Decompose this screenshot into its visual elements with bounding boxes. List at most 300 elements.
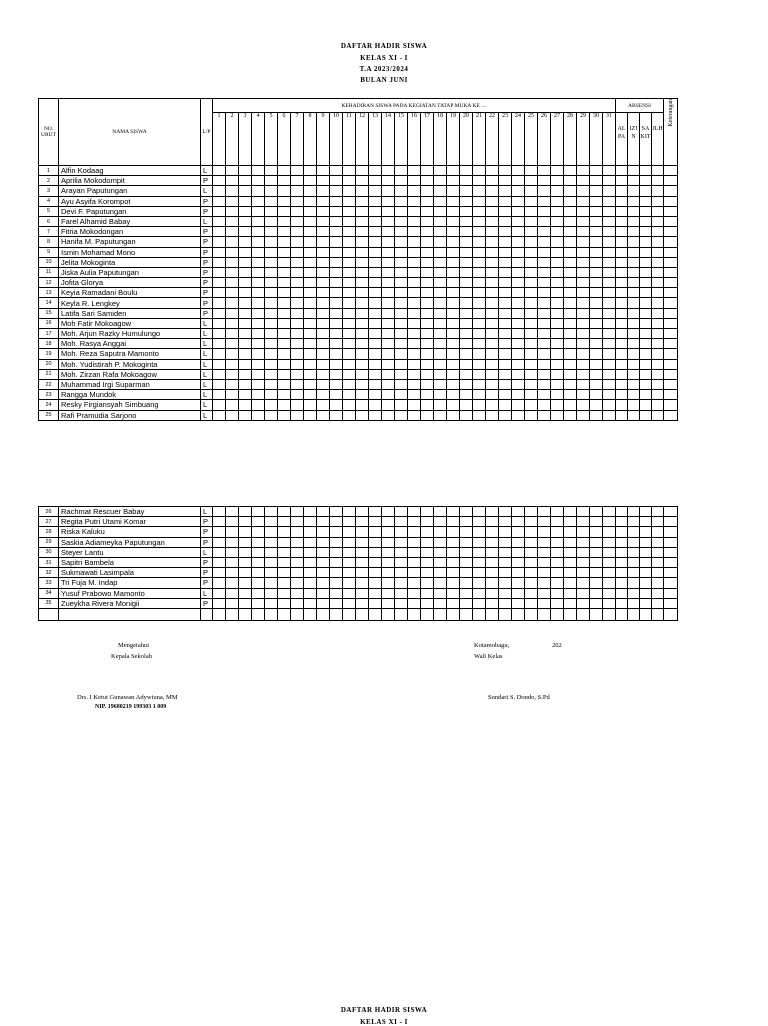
- attendance-cell[interactable]: [447, 568, 460, 578]
- attendance-cell[interactable]: [226, 537, 239, 547]
- attendance-cell[interactable]: [382, 318, 395, 328]
- attendance-cell[interactable]: [265, 298, 278, 308]
- attendance-cell[interactable]: [525, 410, 538, 420]
- attendance-cell[interactable]: [434, 410, 447, 420]
- attendance-cell[interactable]: [330, 547, 343, 557]
- absensi-cell[interactable]: [616, 318, 628, 328]
- attendance-cell[interactable]: [460, 308, 473, 318]
- attendance-cell[interactable]: [538, 247, 551, 257]
- attendance-cell[interactable]: [525, 247, 538, 257]
- attendance-cell[interactable]: [421, 298, 434, 308]
- absensi-cell[interactable]: [640, 247, 652, 257]
- absensi-cell[interactable]: [664, 517, 678, 527]
- attendance-cell[interactable]: [252, 517, 265, 527]
- attendance-cell[interactable]: [239, 237, 252, 247]
- attendance-cell[interactable]: [226, 390, 239, 400]
- attendance-cell[interactable]: [343, 237, 356, 247]
- attendance-cell[interactable]: [538, 216, 551, 226]
- attendance-cell[interactable]: [304, 176, 317, 186]
- absensi-cell[interactable]: [640, 257, 652, 267]
- attendance-cell[interactable]: [460, 369, 473, 379]
- absensi-cell[interactable]: [616, 547, 628, 557]
- attendance-cell[interactable]: [226, 369, 239, 379]
- attendance-cell[interactable]: [460, 410, 473, 420]
- attendance-cell[interactable]: [226, 507, 239, 517]
- attendance-cell[interactable]: [460, 349, 473, 359]
- attendance-cell[interactable]: [603, 517, 616, 527]
- attendance-cell[interactable]: [317, 557, 330, 567]
- attendance-cell[interactable]: [343, 288, 356, 298]
- attendance-cell[interactable]: [421, 379, 434, 389]
- attendance-cell[interactable]: [434, 227, 447, 237]
- attendance-cell[interactable]: [486, 186, 499, 196]
- attendance-cell[interactable]: [408, 298, 421, 308]
- attendance-cell[interactable]: [304, 278, 317, 288]
- attendance-cell[interactable]: [369, 410, 382, 420]
- attendance-cell[interactable]: [278, 507, 291, 517]
- attendance-cell[interactable]: [278, 257, 291, 267]
- attendance-cell[interactable]: [239, 557, 252, 567]
- attendance-cell[interactable]: [265, 369, 278, 379]
- attendance-cell[interactable]: [317, 608, 330, 620]
- attendance-cell[interactable]: [460, 298, 473, 308]
- attendance-cell[interactable]: [473, 410, 486, 420]
- attendance-cell[interactable]: [408, 608, 421, 620]
- attendance-cell[interactable]: [265, 176, 278, 186]
- absensi-cell[interactable]: [616, 267, 628, 277]
- absensi-cell[interactable]: [652, 257, 664, 267]
- attendance-cell[interactable]: [577, 196, 590, 206]
- attendance-cell[interactable]: [239, 359, 252, 369]
- attendance-cell[interactable]: [317, 298, 330, 308]
- attendance-cell[interactable]: [291, 206, 304, 216]
- attendance-cell[interactable]: [369, 216, 382, 226]
- attendance-cell[interactable]: [265, 568, 278, 578]
- absensi-cell[interactable]: [664, 390, 678, 400]
- attendance-cell[interactable]: [538, 608, 551, 620]
- attendance-cell[interactable]: [460, 578, 473, 588]
- attendance-cell[interactable]: [434, 166, 447, 176]
- attendance-cell[interactable]: [395, 578, 408, 588]
- attendance-cell[interactable]: [226, 227, 239, 237]
- attendance-cell[interactable]: [278, 527, 291, 537]
- attendance-cell[interactable]: [278, 278, 291, 288]
- attendance-cell[interactable]: [525, 186, 538, 196]
- attendance-cell[interactable]: [551, 186, 564, 196]
- attendance-cell[interactable]: [577, 507, 590, 517]
- attendance-cell[interactable]: [317, 369, 330, 379]
- attendance-cell[interactable]: [278, 517, 291, 527]
- attendance-cell[interactable]: [512, 390, 525, 400]
- attendance-cell[interactable]: [265, 537, 278, 547]
- attendance-cell[interactable]: [551, 537, 564, 547]
- attendance-cell[interactable]: [538, 206, 551, 216]
- attendance-cell[interactable]: [213, 359, 226, 369]
- attendance-cell[interactable]: [577, 517, 590, 527]
- attendance-cell[interactable]: [317, 390, 330, 400]
- attendance-cell[interactable]: [512, 547, 525, 557]
- attendance-cell[interactable]: [356, 267, 369, 277]
- attendance-cell[interactable]: [577, 339, 590, 349]
- attendance-cell[interactable]: [538, 547, 551, 557]
- attendance-cell[interactable]: [473, 339, 486, 349]
- attendance-cell[interactable]: [369, 227, 382, 237]
- attendance-cell[interactable]: [395, 537, 408, 547]
- attendance-cell[interactable]: [473, 547, 486, 557]
- attendance-cell[interactable]: [564, 216, 577, 226]
- attendance-cell[interactable]: [330, 557, 343, 567]
- attendance-cell[interactable]: [473, 166, 486, 176]
- attendance-cell[interactable]: [525, 547, 538, 557]
- attendance-cell[interactable]: [460, 267, 473, 277]
- absensi-cell[interactable]: [640, 410, 652, 420]
- attendance-cell[interactable]: [473, 400, 486, 410]
- attendance-cell[interactable]: [304, 568, 317, 578]
- attendance-cell[interactable]: [421, 390, 434, 400]
- attendance-cell[interactable]: [551, 329, 564, 339]
- absensi-cell[interactable]: [628, 186, 640, 196]
- attendance-cell[interactable]: [226, 400, 239, 410]
- attendance-cell[interactable]: [356, 216, 369, 226]
- attendance-cell[interactable]: [577, 588, 590, 598]
- attendance-cell[interactable]: [447, 237, 460, 247]
- absensi-cell[interactable]: [616, 196, 628, 206]
- attendance-cell[interactable]: [486, 547, 499, 557]
- attendance-cell[interactable]: [356, 547, 369, 557]
- attendance-cell[interactable]: [434, 237, 447, 247]
- attendance-cell[interactable]: [304, 390, 317, 400]
- attendance-cell[interactable]: [499, 369, 512, 379]
- attendance-cell[interactable]: [447, 608, 460, 620]
- attendance-cell[interactable]: [551, 588, 564, 598]
- attendance-cell[interactable]: [577, 410, 590, 420]
- attendance-cell[interactable]: [239, 247, 252, 257]
- attendance-cell[interactable]: [343, 578, 356, 588]
- attendance-cell[interactable]: [382, 237, 395, 247]
- attendance-cell[interactable]: [252, 369, 265, 379]
- attendance-cell[interactable]: [434, 349, 447, 359]
- attendance-cell[interactable]: [330, 298, 343, 308]
- attendance-cell[interactable]: [330, 359, 343, 369]
- absensi-cell[interactable]: [616, 339, 628, 349]
- attendance-cell[interactable]: [252, 196, 265, 206]
- absensi-cell[interactable]: [640, 267, 652, 277]
- absensi-cell[interactable]: [616, 517, 628, 527]
- absensi-cell[interactable]: [652, 247, 664, 257]
- attendance-cell[interactable]: [395, 216, 408, 226]
- attendance-cell[interactable]: [343, 247, 356, 257]
- attendance-cell[interactable]: [421, 578, 434, 588]
- attendance-cell[interactable]: [382, 390, 395, 400]
- attendance-cell[interactable]: [369, 369, 382, 379]
- attendance-cell[interactable]: [512, 517, 525, 527]
- absensi-cell[interactable]: [652, 568, 664, 578]
- attendance-cell[interactable]: [330, 537, 343, 547]
- attendance-cell[interactable]: [408, 206, 421, 216]
- absensi-cell[interactable]: [652, 507, 664, 517]
- absensi-cell[interactable]: [640, 227, 652, 237]
- attendance-cell[interactable]: [447, 578, 460, 588]
- attendance-cell[interactable]: [304, 339, 317, 349]
- attendance-cell[interactable]: [486, 349, 499, 359]
- attendance-cell[interactable]: [291, 369, 304, 379]
- attendance-cell[interactable]: [252, 206, 265, 216]
- attendance-cell[interactable]: [434, 176, 447, 186]
- attendance-cell[interactable]: [551, 216, 564, 226]
- attendance-cell[interactable]: [278, 247, 291, 257]
- attendance-cell[interactable]: [538, 400, 551, 410]
- attendance-cell[interactable]: [343, 598, 356, 608]
- attendance-cell[interactable]: [590, 329, 603, 339]
- attendance-cell[interactable]: [447, 359, 460, 369]
- attendance-cell[interactable]: [330, 608, 343, 620]
- attendance-cell[interactable]: [564, 390, 577, 400]
- absensi-cell[interactable]: [640, 547, 652, 557]
- attendance-cell[interactable]: [291, 166, 304, 176]
- attendance-cell[interactable]: [421, 257, 434, 267]
- attendance-cell[interactable]: [382, 176, 395, 186]
- attendance-cell[interactable]: [525, 588, 538, 598]
- absensi-cell[interactable]: [652, 278, 664, 288]
- attendance-cell[interactable]: [499, 547, 512, 557]
- attendance-cell[interactable]: [382, 166, 395, 176]
- attendance-cell[interactable]: [512, 379, 525, 389]
- attendance-cell[interactable]: [330, 216, 343, 226]
- attendance-cell[interactable]: [408, 598, 421, 608]
- attendance-cell[interactable]: [343, 527, 356, 537]
- attendance-cell[interactable]: [408, 267, 421, 277]
- attendance-cell[interactable]: [564, 247, 577, 257]
- attendance-cell[interactable]: [226, 166, 239, 176]
- attendance-cell[interactable]: [538, 176, 551, 186]
- attendance-cell[interactable]: [421, 308, 434, 318]
- attendance-cell[interactable]: [486, 329, 499, 339]
- attendance-cell[interactable]: [408, 339, 421, 349]
- attendance-cell[interactable]: [213, 588, 226, 598]
- absensi-cell[interactable]: [640, 390, 652, 400]
- absensi-cell[interactable]: [640, 176, 652, 186]
- attendance-cell[interactable]: [564, 537, 577, 547]
- attendance-cell[interactable]: [213, 349, 226, 359]
- attendance-cell[interactable]: [408, 379, 421, 389]
- attendance-cell[interactable]: [525, 608, 538, 620]
- attendance-cell[interactable]: [330, 176, 343, 186]
- attendance-cell[interactable]: [486, 359, 499, 369]
- attendance-cell[interactable]: [226, 359, 239, 369]
- attendance-cell[interactable]: [356, 186, 369, 196]
- absensi-cell[interactable]: [664, 247, 678, 257]
- attendance-cell[interactable]: [590, 318, 603, 328]
- attendance-cell[interactable]: [434, 308, 447, 318]
- attendance-cell[interactable]: [525, 298, 538, 308]
- attendance-cell[interactable]: [499, 216, 512, 226]
- attendance-cell[interactable]: [564, 359, 577, 369]
- attendance-cell[interactable]: [265, 359, 278, 369]
- attendance-cell[interactable]: [551, 166, 564, 176]
- attendance-cell[interactable]: [434, 298, 447, 308]
- attendance-cell[interactable]: [278, 379, 291, 389]
- attendance-cell[interactable]: [538, 308, 551, 318]
- attendance-cell[interactable]: [382, 400, 395, 410]
- attendance-cell[interactable]: [382, 298, 395, 308]
- absensi-cell[interactable]: [652, 369, 664, 379]
- attendance-cell[interactable]: [551, 257, 564, 267]
- attendance-cell[interactable]: [330, 390, 343, 400]
- attendance-cell[interactable]: [564, 578, 577, 588]
- attendance-cell[interactable]: [421, 400, 434, 410]
- attendance-cell[interactable]: [473, 196, 486, 206]
- attendance-cell[interactable]: [252, 379, 265, 389]
- attendance-cell[interactable]: [356, 359, 369, 369]
- attendance-cell[interactable]: [382, 369, 395, 379]
- attendance-cell[interactable]: [564, 318, 577, 328]
- attendance-cell[interactable]: [486, 216, 499, 226]
- attendance-cell[interactable]: [239, 537, 252, 547]
- attendance-cell[interactable]: [317, 247, 330, 257]
- attendance-cell[interactable]: [226, 308, 239, 318]
- absensi-cell[interactable]: [628, 537, 640, 547]
- attendance-cell[interactable]: [551, 206, 564, 216]
- attendance-cell[interactable]: [382, 227, 395, 237]
- attendance-cell[interactable]: [278, 608, 291, 620]
- absensi-cell[interactable]: [664, 578, 678, 588]
- absensi-cell[interactable]: [652, 166, 664, 176]
- attendance-cell[interactable]: [252, 329, 265, 339]
- attendance-cell[interactable]: [603, 318, 616, 328]
- attendance-cell[interactable]: [304, 588, 317, 598]
- attendance-cell[interactable]: [421, 369, 434, 379]
- attendance-cell[interactable]: [564, 369, 577, 379]
- attendance-cell[interactable]: [343, 359, 356, 369]
- attendance-cell[interactable]: [239, 176, 252, 186]
- attendance-cell[interactable]: [278, 349, 291, 359]
- absensi-cell[interactable]: [640, 166, 652, 176]
- absensi-cell[interactable]: [640, 349, 652, 359]
- attendance-cell[interactable]: [291, 410, 304, 420]
- attendance-cell[interactable]: [447, 329, 460, 339]
- attendance-cell[interactable]: [603, 578, 616, 588]
- attendance-cell[interactable]: [603, 288, 616, 298]
- attendance-cell[interactable]: [239, 507, 252, 517]
- attendance-cell[interactable]: [577, 608, 590, 620]
- attendance-cell[interactable]: [304, 196, 317, 206]
- absensi-cell[interactable]: [628, 216, 640, 226]
- attendance-cell[interactable]: [252, 308, 265, 318]
- absensi-cell[interactable]: [664, 186, 678, 196]
- attendance-cell[interactable]: [239, 186, 252, 196]
- attendance-cell[interactable]: [538, 237, 551, 247]
- absensi-cell[interactable]: [652, 598, 664, 608]
- attendance-cell[interactable]: [265, 588, 278, 598]
- attendance-cell[interactable]: [525, 359, 538, 369]
- attendance-cell[interactable]: [343, 349, 356, 359]
- attendance-cell[interactable]: [564, 298, 577, 308]
- attendance-cell[interactable]: [252, 547, 265, 557]
- attendance-cell[interactable]: [369, 557, 382, 567]
- absensi-cell[interactable]: [652, 547, 664, 557]
- attendance-cell[interactable]: [460, 537, 473, 547]
- attendance-cell[interactable]: [278, 298, 291, 308]
- attendance-cell[interactable]: [564, 339, 577, 349]
- attendance-cell[interactable]: [460, 237, 473, 247]
- attendance-cell[interactable]: [538, 318, 551, 328]
- attendance-cell[interactable]: [330, 257, 343, 267]
- absensi-cell[interactable]: [664, 507, 678, 517]
- attendance-cell[interactable]: [213, 608, 226, 620]
- attendance-cell[interactable]: [460, 318, 473, 328]
- attendance-cell[interactable]: [525, 267, 538, 277]
- attendance-cell[interactable]: [317, 308, 330, 318]
- attendance-cell[interactable]: [538, 557, 551, 567]
- attendance-cell[interactable]: [356, 598, 369, 608]
- attendance-cell[interactable]: [590, 176, 603, 186]
- attendance-cell[interactable]: [486, 527, 499, 537]
- attendance-cell[interactable]: [304, 527, 317, 537]
- attendance-cell[interactable]: [213, 568, 226, 578]
- attendance-cell[interactable]: [538, 410, 551, 420]
- absensi-cell[interactable]: [640, 527, 652, 537]
- absensi-cell[interactable]: [652, 308, 664, 318]
- attendance-cell[interactable]: [330, 318, 343, 328]
- attendance-cell[interactable]: [525, 237, 538, 247]
- absensi-cell[interactable]: [652, 537, 664, 547]
- attendance-cell[interactable]: [577, 227, 590, 237]
- attendance-cell[interactable]: [486, 166, 499, 176]
- attendance-cell[interactable]: [395, 329, 408, 339]
- attendance-cell[interactable]: [278, 186, 291, 196]
- attendance-cell[interactable]: [473, 186, 486, 196]
- attendance-cell[interactable]: [265, 390, 278, 400]
- attendance-cell[interactable]: [239, 267, 252, 277]
- attendance-cell[interactable]: [486, 247, 499, 257]
- attendance-cell[interactable]: [226, 298, 239, 308]
- attendance-cell[interactable]: [226, 379, 239, 389]
- attendance-cell[interactable]: [343, 329, 356, 339]
- attendance-cell[interactable]: [525, 278, 538, 288]
- attendance-cell[interactable]: [291, 527, 304, 537]
- attendance-cell[interactable]: [447, 400, 460, 410]
- absensi-cell[interactable]: [628, 267, 640, 277]
- absensi-cell[interactable]: [664, 216, 678, 226]
- absensi-cell[interactable]: [664, 206, 678, 216]
- attendance-cell[interactable]: [590, 288, 603, 298]
- attendance-cell[interactable]: [356, 578, 369, 588]
- attendance-cell[interactable]: [291, 507, 304, 517]
- attendance-cell[interactable]: [512, 227, 525, 237]
- attendance-cell[interactable]: [499, 318, 512, 328]
- absensi-cell[interactable]: [664, 527, 678, 537]
- attendance-cell[interactable]: [213, 267, 226, 277]
- absensi-cell[interactable]: [628, 318, 640, 328]
- attendance-cell[interactable]: [304, 298, 317, 308]
- attendance-cell[interactable]: [421, 288, 434, 298]
- attendance-cell[interactable]: [343, 608, 356, 620]
- attendance-cell[interactable]: [460, 568, 473, 578]
- attendance-cell[interactable]: [408, 308, 421, 318]
- absensi-cell[interactable]: [664, 298, 678, 308]
- absensi-cell[interactable]: [616, 288, 628, 298]
- attendance-cell[interactable]: [408, 349, 421, 359]
- attendance-cell[interactable]: [395, 288, 408, 298]
- attendance-cell[interactable]: [213, 527, 226, 537]
- attendance-cell[interactable]: [460, 557, 473, 567]
- attendance-cell[interactable]: [512, 196, 525, 206]
- attendance-cell[interactable]: [486, 196, 499, 206]
- attendance-cell[interactable]: [265, 206, 278, 216]
- attendance-cell[interactable]: [473, 369, 486, 379]
- attendance-cell[interactable]: [356, 588, 369, 598]
- attendance-cell[interactable]: [434, 527, 447, 537]
